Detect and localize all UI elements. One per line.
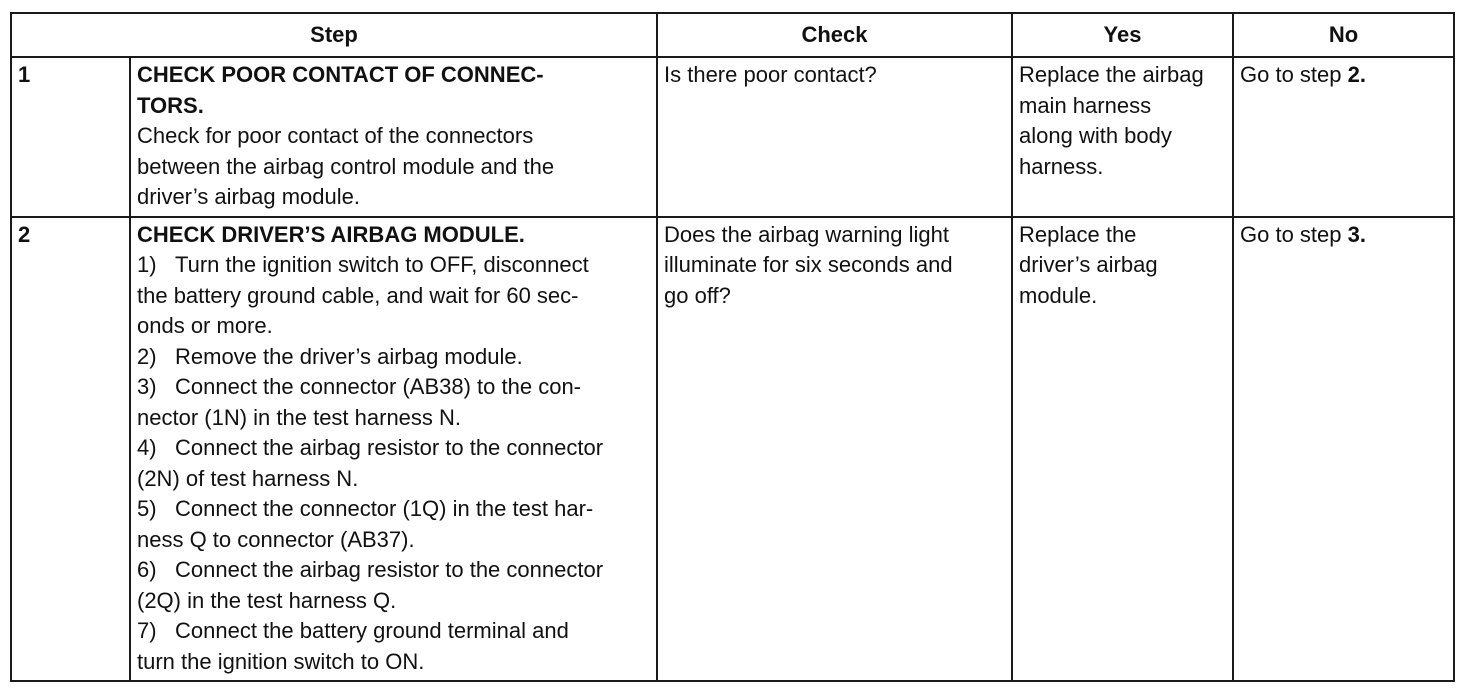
sub-step-continuation: (2N) of test harness N. [137,465,359,491]
sub-step-continuation: (2Q) in the test harness Q. [137,587,397,613]
step-title-line: TORS. [137,92,204,118]
check-cell [657,217,1012,682]
step-body-line: Check for poor contact of the connectors [137,123,534,148]
step-number: 1 [11,57,130,217]
sub-step [137,616,650,647]
step-body-line: between the airbag control module and the [137,153,555,179]
sub-step-number: 4) [137,435,157,460]
yes-cell [1012,57,1233,217]
sub-step-continuation: onds or more. [137,313,273,338]
yes-line: Replace the [1019,221,1137,247]
sub-step [137,342,650,373]
sub-step-number: 5) [137,496,157,521]
sub-step [137,555,650,586]
yes-line: Replace the airbag [1019,62,1204,87]
no-suffix: . [1359,221,1366,247]
no-cell [1233,217,1454,682]
sub-step-number: 3) [137,374,157,399]
check-line: Is there poor contact? [664,62,877,87]
step-description [130,217,657,682]
no-prefix: Go to step [1240,221,1348,247]
sub-step [137,433,650,464]
no-cell [1233,57,1454,217]
step-description [130,57,657,217]
no-step-ref: 2 [1347,62,1360,87]
yes-line: along with body [1019,123,1172,148]
step-number: 2 [11,217,130,682]
sub-step [137,372,650,403]
sub-step-text: Connect the connector (1Q) in the test har- [175,496,594,521]
header-check: Check [657,13,1012,57]
sub-step-number: 2) [137,343,157,369]
header-step: Step [11,13,657,57]
sub-step-text: Connect the airbag resistor to the connector [175,435,604,460]
sub-step-continuation: ness Q to connector (AB37). [137,526,415,552]
sub-step [137,494,650,525]
sub-step-continuation: nector (1N) in the test harness N. [137,404,462,430]
no-line [1240,220,1447,251]
check-line: illuminate for six seconds and [664,252,953,277]
sub-step-continuation: the battery ground cable, and wait for 60 sec- [137,282,579,308]
sub-step-number: 7) [137,618,157,643]
yes-cell [1012,217,1233,682]
header-row [11,13,1454,57]
step-title: CHECK DRIVER’S AIRBAG MODULE. [137,221,525,247]
sub-step-text: Connect the battery ground terminal and [175,618,569,643]
step-body-line: driver’s airbag module. [137,184,360,209]
no-step-ref: 3 [1347,221,1360,247]
sub-step-text: Connect the airbag resistor to the connector [175,557,604,582]
sub-step-number: 6) [137,557,157,582]
table-row [11,217,1454,682]
table-row [11,57,1454,217]
no-line [1240,60,1447,91]
sub-step-text: Connect the connector (AB38) to the con- [175,374,582,399]
sub-step-number: 1) [137,252,157,277]
no-suffix: . [1359,62,1366,87]
no-prefix: Go to step [1240,62,1348,87]
yes-line: harness. [1019,153,1104,179]
yes-line: module. [1019,282,1098,308]
sub-step-text: Remove the driver’s airbag module. [175,343,523,369]
yes-line: driver’s airbag [1019,252,1158,277]
check-cell [657,57,1012,217]
check-line: Does the airbag warning light [664,221,949,247]
sub-step-continuation: turn the ignition switch to ON. [137,648,425,674]
sub-step [137,250,650,281]
header-no: No [1233,13,1454,57]
diagnostic-table [10,12,1455,682]
sub-step-text: Turn the ignition switch to OFF, disconnect [175,252,589,277]
step-title-line: CHECK POOR CONTACT OF CONNEC- [137,62,544,87]
yes-line: main harness [1019,92,1152,118]
header-yes: Yes [1012,13,1233,57]
check-line: go off? [664,282,731,308]
